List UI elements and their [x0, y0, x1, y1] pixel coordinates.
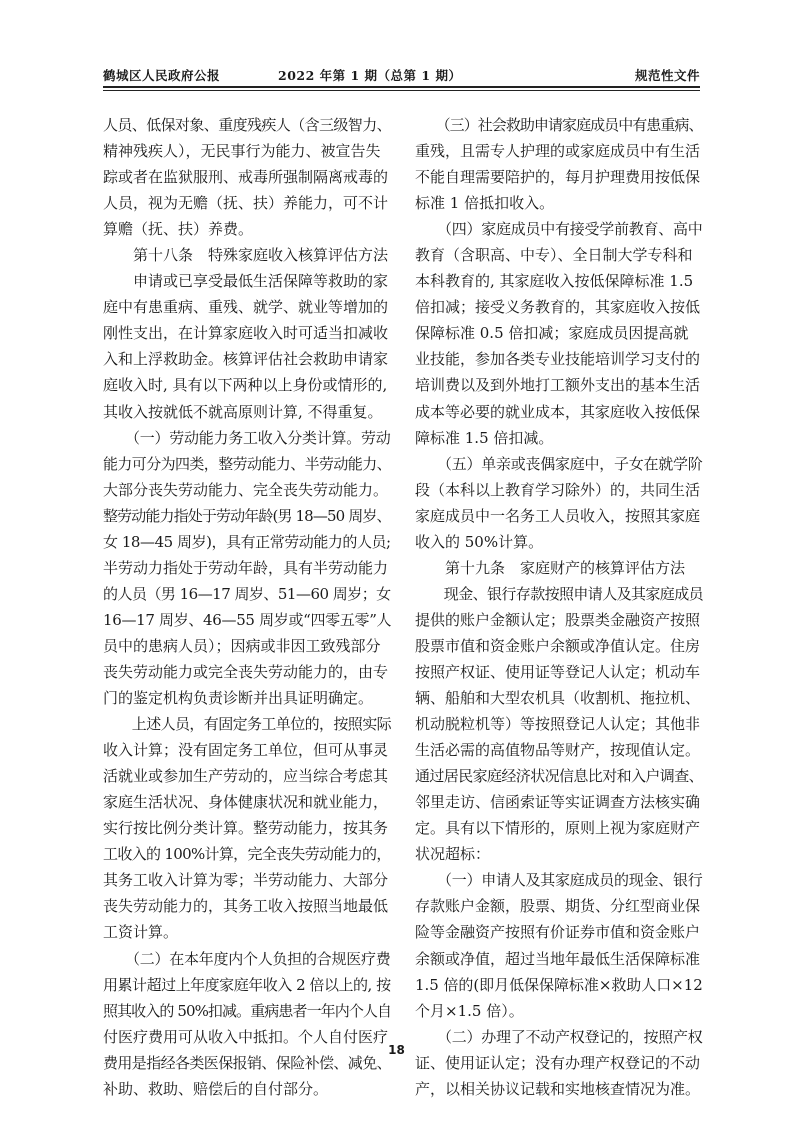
text-line: 门的鉴定机构负责诊断并出具证明确定。 [103, 689, 374, 708]
text-line: （三）社会救助申请家庭成员中有患重病、 [415, 116, 703, 134]
text-line: 踪或者在监狱服刑、戒毒所强制隔离戒毒的 [103, 168, 389, 187]
text-line: 证、使用证认定；没有办理产权登记的不动 [415, 1053, 701, 1072]
text-line: 状况超标： [415, 845, 491, 864]
publication-title: 鹤城区人民政府公报 [103, 68, 221, 83]
text-line: （二）在本年度内个人负担的合规医疗费 [103, 949, 391, 968]
header-rule-thick [103, 86, 700, 88]
text-line: 入和上浮救助金。核算评估社会救助申请家 [103, 350, 389, 369]
text-line: 工资计算。 [103, 923, 179, 942]
text-line: 1.5 倍的(即月低保保障标准×救助人口×12 [415, 975, 703, 994]
text-line: 实行按比例分类计算。整劳动能力，按其务 [103, 819, 389, 838]
text-line: 精神残疾人），无民事行为能力、被宣告失 [103, 142, 381, 161]
text-line: （四）家庭成员中有接受学前教育、高中 [415, 220, 703, 239]
text-line: 存款账户金额，股票、期货、分红型商业保 [415, 897, 701, 916]
text-line: 按照产权证、使用证等登记人认定；机动车 [415, 662, 701, 681]
text-line: 人员，视为无赡（抚、扶）养能力，可不计 [103, 194, 389, 213]
text-line: 补助、救助、赔偿后的自付部分。 [103, 1079, 329, 1098]
text-line: 产，以相关协议记载和实地核查情况为准。 [415, 1079, 701, 1098]
text-line: 能力可分为四类，整劳动能力、半劳动能力、 [103, 454, 392, 473]
text-line: 其务工收入计算为零；半劳动能力、大部分 [103, 871, 389, 890]
text-line: 培训费以及到外地打工额外支出的基本生活 [415, 376, 701, 395]
text-line: 丧失劳动能力或完全丧失劳动能力的，由专 [103, 662, 389, 681]
text-line: 业技能，参加各类专业技能培训学习支付的 [415, 350, 701, 369]
text-line: 段（本科以上教育学习除外）的，共同生活 [415, 480, 701, 499]
text-line: 第十九条 家庭财产的核算评估方法 [415, 558, 686, 577]
text-line: （一）申请人及其家庭成员的现金、银行 [415, 871, 703, 890]
text-line: 费用是指经各类医保报销、保险补偿、减免、 [103, 1053, 392, 1072]
text-line: 个月×1.5 倍）。 [415, 1001, 524, 1020]
text-line: 标准 1 倍抵扣收入。 [415, 194, 555, 213]
text-line: 保障标准 0.5 倍扣减；家庭成员因提高就 [415, 324, 689, 343]
text-line: 重残，且需专人护理的或家庭成员中有生活 [415, 142, 701, 161]
text-line: 现金、银行存款按照申请人及其家庭成员 [415, 584, 704, 603]
text-line: 女 18—45 周岁)，具有正常劳动能力的人员; [103, 532, 391, 551]
text-line: 生活必需的高值物品等财产，按现值认定。 [415, 741, 701, 760]
text-line: 16—17 周岁、46—55 周岁或“四零五零”人 [103, 610, 392, 629]
text-line: 倍扣减；接受义务教育的，其家庭收入按低 [415, 298, 701, 317]
text-line: 收入计算；没有固定务工单位，但可从事灵 [103, 741, 389, 760]
text-line: 上述人员，有固定务工单位的，按照实际 [103, 715, 392, 734]
text-line: 付医疗费用可从收入中抵扣。个人自付医疗 [103, 1027, 389, 1046]
text-line: 员中的患病人员）；因病或非因工致残部分 [103, 636, 381, 655]
text-line: 辆、船舶和大型农机具（收割机、拖拉机、 [415, 689, 701, 708]
text-line: 半劳动力指处于劳动年龄，具有半劳动能力 [103, 558, 389, 577]
text-line: 申请或已享受最低生活保障等救助的家 [103, 272, 389, 291]
text-line: 庭收入时, 具有以下两种以上身份或情形的, [103, 376, 388, 395]
page-number: 18 [388, 1043, 405, 1057]
text-line: 工收入的 100%计算，完全丧失劳动能力的， [103, 845, 391, 864]
text-line: 活就业或参加生产劳动的，应当综合考虑其 [103, 767, 389, 786]
text-line: 成本等必要的就业成本，其家庭收入按低保 [415, 402, 701, 421]
header-rule-thin [103, 90, 700, 91]
text-line: （二）办理了不动产权登记的，按照产权 [415, 1027, 703, 1046]
text-line: 教育（含职高、中专）、全日制大学专科和 [415, 246, 693, 265]
text-line: 障标准 1.5 倍扣减。 [415, 428, 554, 447]
text-line: 通过居民家庭经济状况信息比对和入户调查、 [415, 767, 704, 786]
text-line: 收入的 50%计算。 [415, 532, 544, 551]
text-line: 大部分丧失劳动能力、完全丧失劳动能力。 [103, 480, 389, 499]
text-line: 用累计超过上年度家庭年收入 2 倍以上的, 按 [103, 975, 391, 994]
document-category: 规范性文件 [634, 68, 700, 83]
text-line: 其收入按就低不就高原则计算, 不得重复。 [103, 402, 383, 421]
text-line: 人员、低保对象、重度残疾人（含三级智力、 [103, 116, 392, 134]
text-line: 邻里走访、信函索证等实证调查方法核实确 [415, 793, 701, 812]
text-line: 照其收入的 50%扣减。重病患者一年内个人自 [103, 1001, 392, 1020]
text-line: 机动脱粒机等）等按照登记人认定；其他非 [415, 715, 701, 734]
text-line: 险等金融资产按照有价证券市值和资金账户 [415, 923, 701, 942]
right-text-column [415, 112, 704, 1102]
text-line: 整劳动能力指处于劳动年龄(男 18—50 周岁、 [103, 506, 391, 525]
text-line: 不能自理需要陪护的，每月护理费用按低保 [415, 168, 701, 187]
text-line: 家庭生活状况、身体健康状况和就业能力， [103, 793, 389, 812]
text-line: （五）单亲或丧偶家庭中，子女在就学阶 [415, 454, 703, 473]
text-line: 本科教育的, 其家庭收入按低保障标准 1.5 [415, 272, 694, 291]
issue-number: 2022 年第 1 期（总第 1 期） [278, 68, 462, 83]
text-line: 算赡（抚、扶）养费。 [103, 220, 254, 239]
text-line: 家庭成员中一名务工人员收入，按照其家庭 [415, 506, 701, 525]
text-line: 庭中有患重病、重残、就学、就业等增加的 [103, 298, 389, 317]
text-line: 余额或净值，超过当地年最低生活保障标准 [415, 949, 701, 968]
text-line: 第十八条 特殊家庭收入核算评估方法 [103, 246, 389, 265]
text-line: 丧失劳动能力的，其务工收入按照当地最低 [103, 897, 389, 916]
text-line: 刚性支出，在计算家庭收入时可适当扣减收 [103, 324, 389, 343]
text-line: 定。具有以下情形的，原则上视为家庭财产 [415, 819, 701, 838]
text-line: 股票市值和资金账户余额或净值认定。住房 [415, 636, 701, 655]
text-line: 的人员（男 16—17 周岁、51—60 周岁；女 [103, 584, 391, 603]
text-line: （一）劳动能力务工收入分类计算。劳动 [103, 428, 391, 447]
page-header [103, 62, 700, 84]
left-text-column [103, 112, 392, 1102]
text-line: 提供的账户金额认定；股票类金融资产按照 [415, 610, 701, 629]
